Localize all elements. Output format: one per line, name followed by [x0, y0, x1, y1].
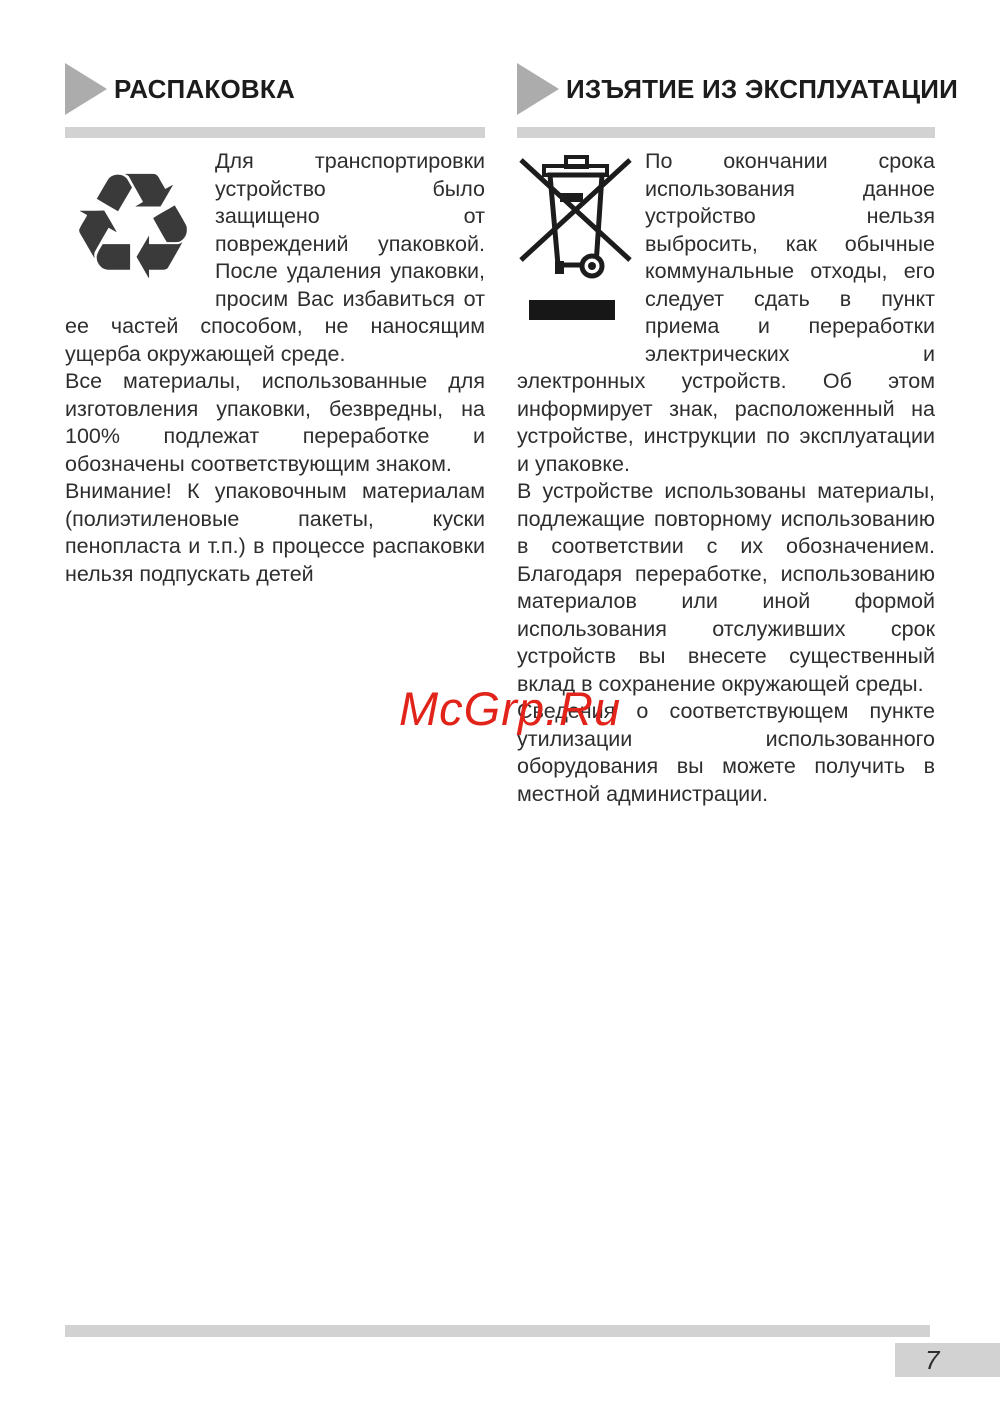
section-divider-bar: [65, 127, 485, 138]
paragraph: Для транспортировки устройство было защищено от повреждений упаковкой. После удаления упаковки, просим Вас избавиться от ее частей способом, не наносящим ущерба окружающей среде.: [65, 149, 485, 366]
paragraph: В устройстве использованы материалы, подлежащие повторному использованию в соответствии с их обозначением. Благодаря переработке, использованию материалов или иной формой использования отслуживших срок устройств вы внесете существенный вклад в сохранение окружающей среды.: [517, 479, 935, 696]
triangle-marker-icon: [65, 63, 107, 115]
triangle-marker-icon: [517, 63, 559, 115]
paragraph: Все материалы, использованные для изготовления упаковки, безвредны, на 100% подлежат переработке и обозначены соответствующим знаком.: [65, 369, 485, 476]
recycling-glyph: ♻: [66, 141, 200, 313]
crossed-out-wheelie-bin-icon: [517, 152, 634, 284]
weee-black-bar: [529, 300, 615, 320]
recycling-icon: [65, 141, 201, 313]
footer-divider-bar: [65, 1325, 930, 1337]
paragraph: По окончании срока использования данное устройство нельзя выбросить, как обычные коммунальные отходы, его следует сдать в пункт приема и переработки электрических и электронных устройств. Об этом информирует знак, расположенный на устройстве, инструкции по эксплуатации и упаковке.: [517, 149, 935, 476]
paragraph: Сведения о соответствующем пункте утилизации использованного оборудования вы можете получить в местной администрации.: [517, 699, 935, 806]
section-header: [517, 62, 959, 116]
section-body: [65, 141, 485, 588]
weee-crossed-bin-icon: [517, 148, 634, 364]
section-title: РАСПАКОВКА: [114, 73, 295, 104]
section-title: ИЗЪЯТИЕ ИЗ ЭКСПЛУАТАЦИИ: [566, 73, 959, 104]
page-number: 7: [925, 1344, 940, 1375]
paragraph: Внимание! К упаковочным материалам (полиэтиленовые пакеты, куски пенопласта и т.п.) в процессе распаковки нельзя подпускать детей: [65, 479, 485, 586]
watermark: McGrp.Ru: [399, 682, 622, 735]
section-divider-bar: [517, 127, 935, 138]
section-unpacking: [65, 62, 485, 588]
page-number-badge: [895, 1343, 1000, 1377]
section-header: [65, 62, 485, 116]
